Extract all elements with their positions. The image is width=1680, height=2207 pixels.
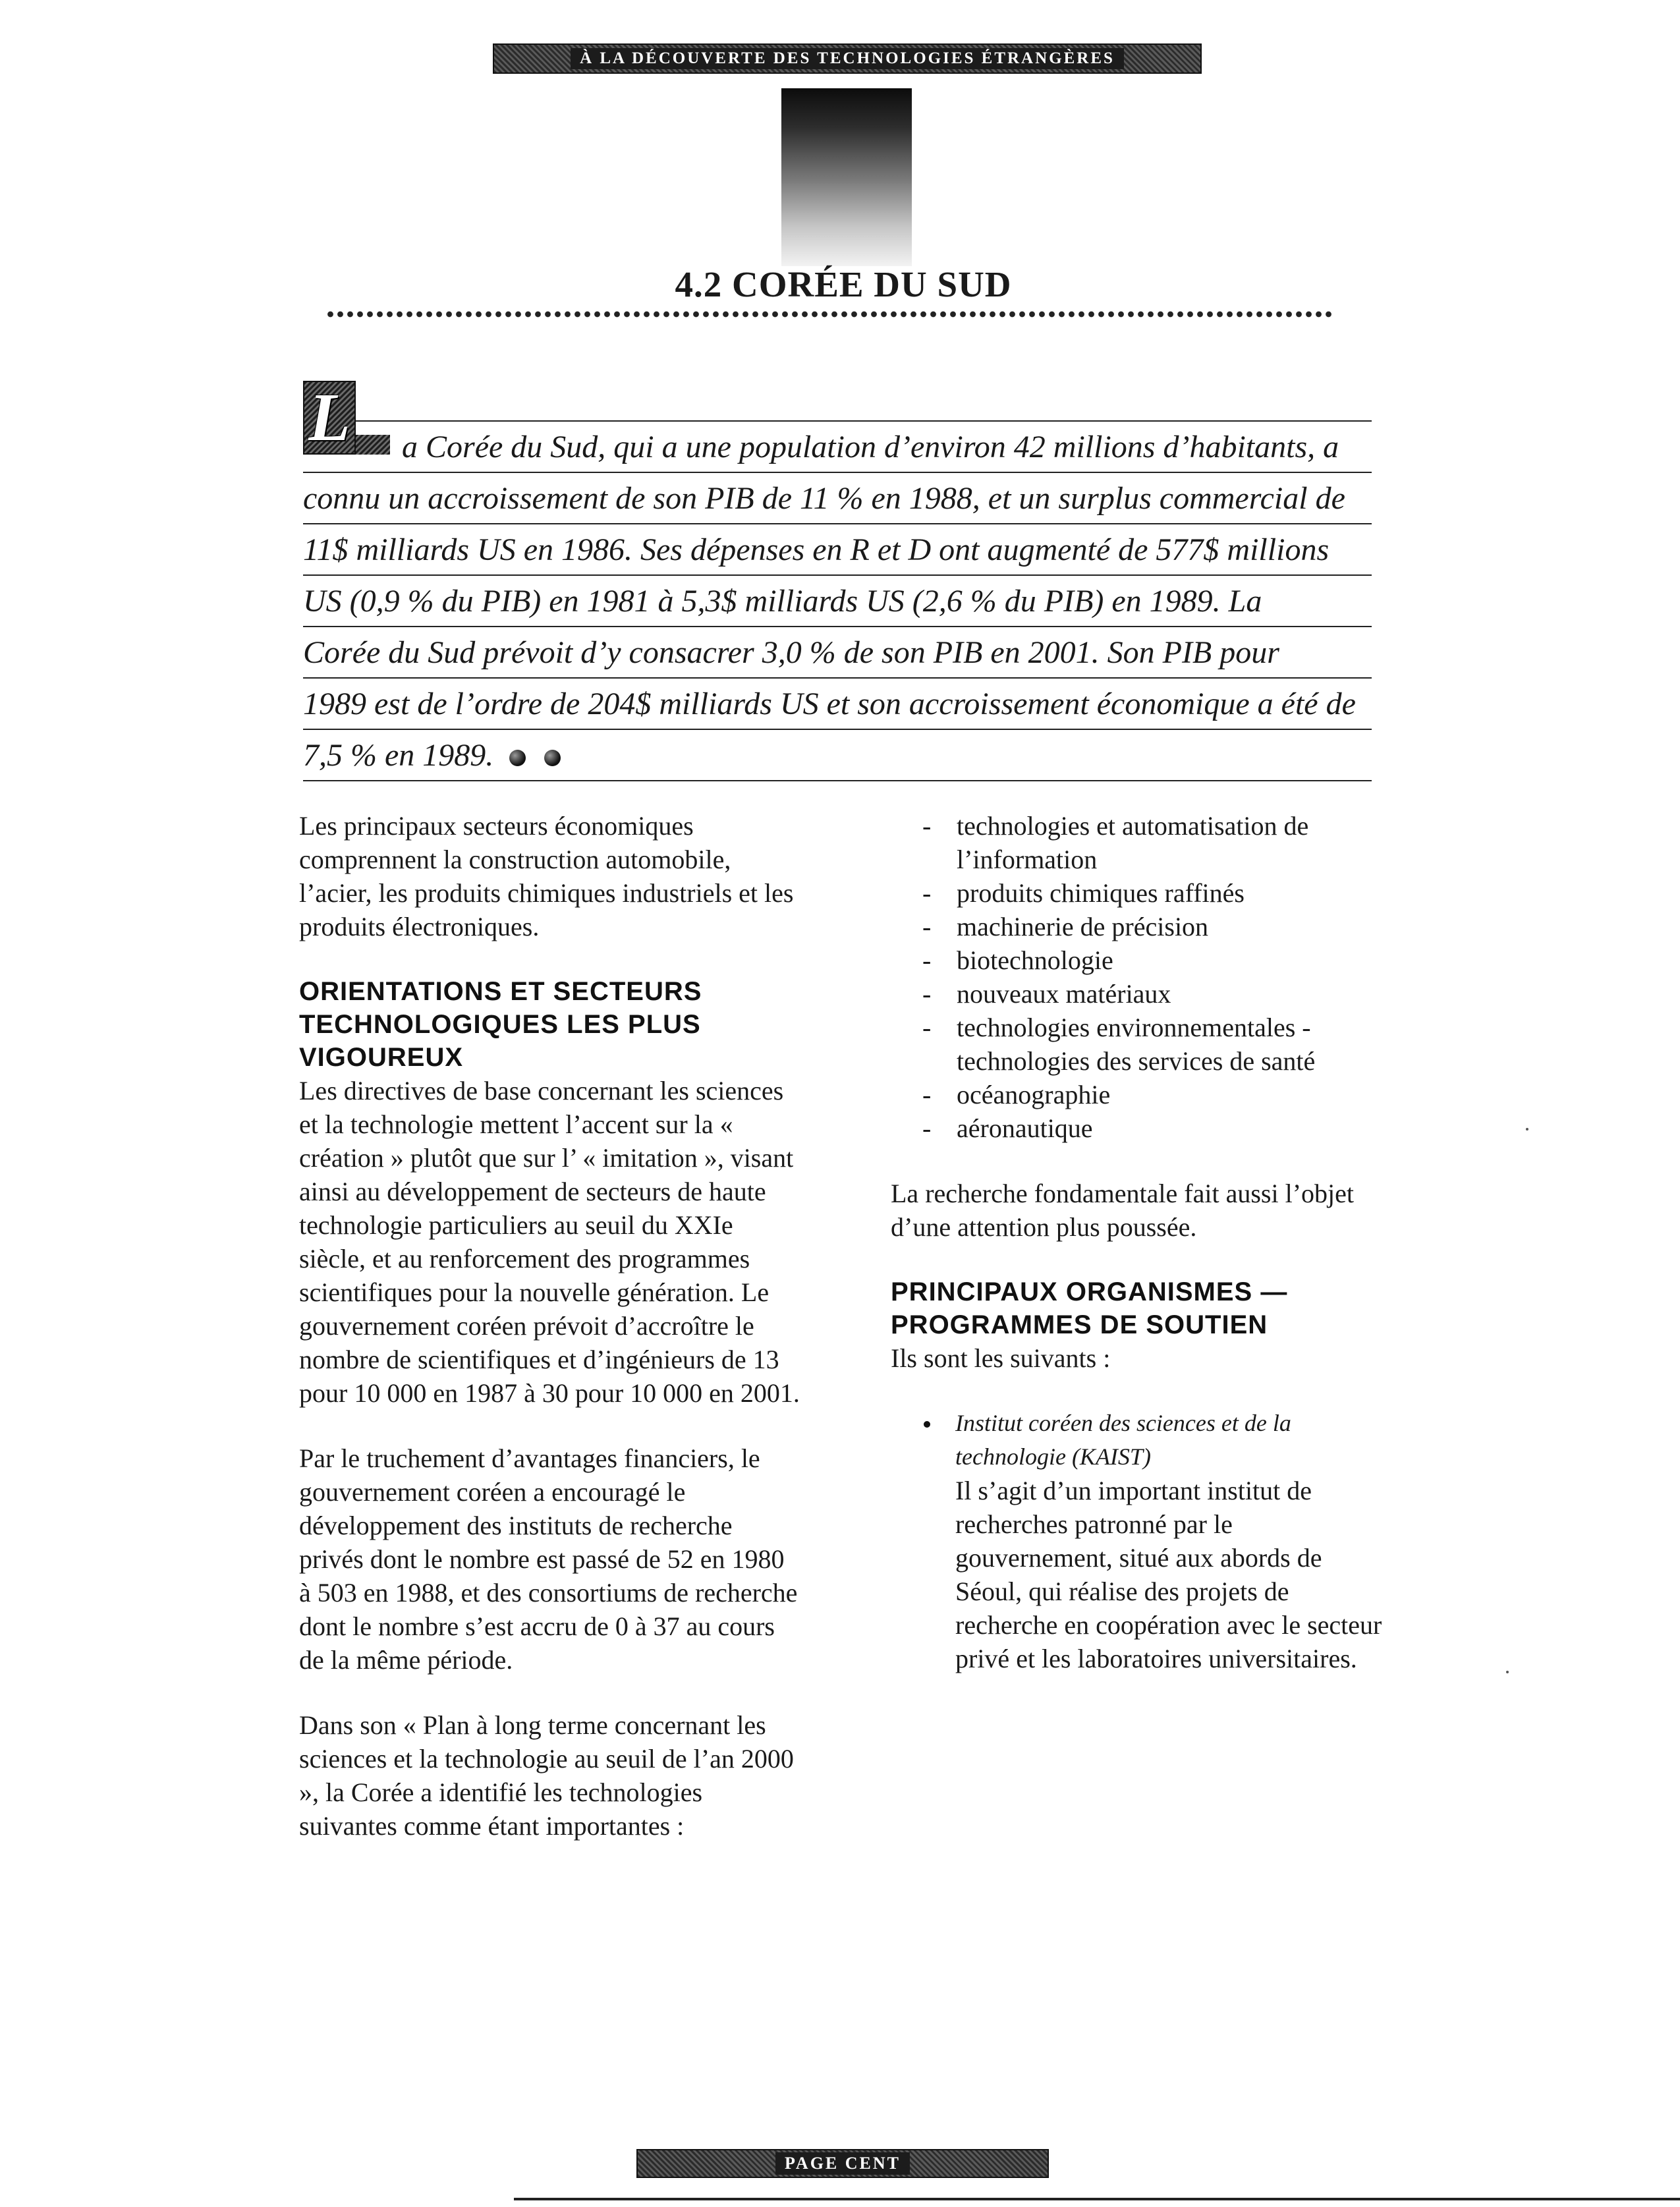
directives-paragraph: Les directives de base concernant les sciences et la technologie mettent l’accent sur la « création » plutôt que sur l’ « imitation », visant ainsi au développement de secteurs de haute technologie particuliers au seuil du XXIe siècle, et au renforcement des programmes scientifiques pour la nouvelle génération. Le gouvernement coréen prévoit d’accroître le nombre de scientifiques et d’ingénieurs de 13 pour 10 000 en 1987 à 30 pour 10 000 en 2001. (299, 1076, 800, 1408)
title-gradient-block (781, 88, 912, 266)
list-item: - technologies environnementales - technologies des services de santé (891, 1011, 1391, 1078)
organisms-intro: Ils sont les suivants : (891, 1343, 1111, 1373)
section-title: 4.2 CORÉE DU SUD (675, 264, 1012, 304)
page-footer-banner (636, 2149, 1049, 2178)
running-header-banner (493, 43, 1202, 74)
orientations-heading: ORIENTATIONS ET SECTEURS TECHNOLOGIQUES LES PLUS VIGOUREUX (299, 977, 702, 1072)
page-label: PAGE CENT (775, 2152, 910, 2175)
end-ornament-icon (509, 730, 579, 781)
lead-line: connu un accroissement de son PIB de 11 % en 1988, et un surplus commercial de (303, 473, 1372, 524)
lead-line: 11$ milliards US en 1986. Ses dépenses en R et D ont augmenté de 577$ millions (303, 524, 1372, 576)
institute-name: Institut coréen des sciences et de la technologie (KAIST) (955, 1410, 1291, 1470)
lead-line: Corée du Sud prévoit d’y consacrer 3,0 % de son PIB en 2001. Son PIB pour (303, 627, 1372, 679)
research-note: La recherche fondamentale fait aussi l’objet d’une attention plus poussée. (891, 1179, 1354, 1242)
lead-paragraph (303, 422, 1372, 781)
technologies-list (891, 809, 1391, 1145)
list-item: - biotechnologie (891, 943, 1391, 977)
list-item: - océanographie (891, 1078, 1391, 1111)
list-item: - nouveaux matériaux (891, 977, 1391, 1011)
organisms-heading: PRINCIPAUX ORGANISMES — PROGRAMMES DE SOUTIEN (891, 1277, 1288, 1339)
lead-line-last (303, 730, 1372, 781)
right-column (891, 809, 1391, 1675)
lead-line: US (0,9 % du PIB) en 1981 à 5,3$ milliards US (2,6 % du PIB) en 1989. La (303, 576, 1372, 627)
footer-rule (514, 2198, 1680, 2200)
list-item: - aéronautique (891, 1111, 1391, 1145)
drop-cap-letter: L (308, 379, 350, 455)
scan-speck (1526, 1128, 1528, 1131)
left-column (299, 809, 800, 1843)
dotted-rule (325, 311, 1333, 318)
long-term-plan-paragraph: Dans son « Plan à long terme concernant les sciences et la technologie au seuil de l’an 2000 », la Corée a identifié les technologies suivantes comme étant importantes : (299, 1710, 794, 1841)
financial-paragraph: Par le truchement d’avantages financiers, le gouvernement coréen a encouragé le développement des instituts de recherche privés dont le nombre est passé de 52 en 1980 à 503 en 1988, et des consortiums de recherche dont le nombre s’est accru de 0 à 37 au cours de la même période. (299, 1443, 798, 1675)
list-item: - technologies et automatisation de l’information (891, 809, 1391, 876)
institute-entry (891, 1407, 1391, 1675)
lead-line: 7,5 % en 1989. (303, 738, 494, 773)
lead-line: a Corée du Sud, qui a une population d’environ 42 millions d’habitants, a (303, 422, 1372, 473)
lead-line: 1989 est de l’ordre de 204$ milliards US et son accroissement économique a été de (303, 679, 1372, 730)
bullet-icon (924, 1421, 930, 1428)
list-item: - machinerie de précision (891, 910, 1391, 943)
list-item: - produits chimiques raffinés (891, 876, 1391, 910)
institute-description: Il s’agit d’un important institut de recherches patronné par le gouvernement, situé aux abords de Séoul, qui réalise des projets de recherche en coopération avec le secteur privé et les laboratoires universitaires. (955, 1476, 1382, 1673)
running-header-text: À LA DÉCOUVERTE DES TECHNOLOGIES ÉTRANGÈRES (571, 48, 1124, 69)
sectors-intro: Les principaux secteurs économiques comprennent la construction automobile, l’acier, les produits chimiques industriels et les produits électroniques. (299, 811, 794, 941)
scan-speck (1506, 1671, 1509, 1673)
